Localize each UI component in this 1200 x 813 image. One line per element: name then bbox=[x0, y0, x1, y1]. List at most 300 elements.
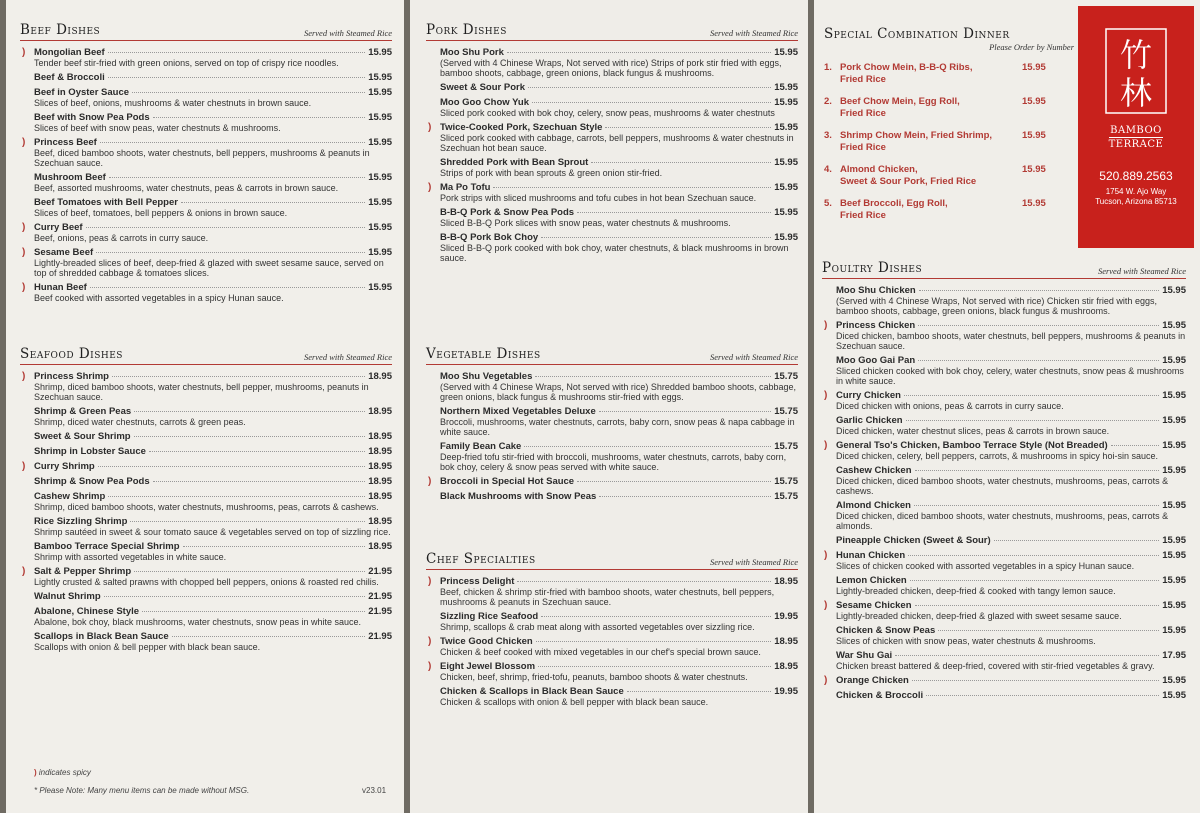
combination-item bbox=[824, 198, 1074, 222]
vegetable-note: Served with Steamed Rice bbox=[709, 352, 798, 362]
menu-item-price: 15.95 bbox=[774, 82, 798, 93]
vegetable-header bbox=[426, 346, 798, 365]
menu-item-description: Tender beef stir-fried with green onions, served on top of crispy rice noodles. bbox=[34, 58, 339, 68]
menu-item-name: Moo Shu Chicken bbox=[836, 285, 916, 296]
combination-line2: Fried Rice bbox=[840, 74, 886, 85]
menu-item-name: Shredded Pork with Bean Sprout bbox=[440, 157, 589, 168]
dotted-leader bbox=[134, 411, 365, 412]
menu-item-price: 15.95 bbox=[368, 47, 392, 58]
dotted-leader bbox=[915, 470, 1160, 471]
dotted-leader bbox=[599, 496, 771, 497]
menu-item-name: Almond Chicken bbox=[836, 500, 911, 511]
menu-item-description: Slices of chicken with snow peas, water chestnuts & mushrooms. bbox=[836, 636, 1096, 646]
dotted-leader bbox=[100, 142, 365, 143]
menu-item-row bbox=[836, 500, 1186, 511]
menu-item bbox=[426, 122, 798, 153]
menu-item-row bbox=[836, 575, 1186, 586]
menu-item-name: B-B-Q Pork & Snow Pea Pods bbox=[440, 207, 575, 218]
dotted-leader bbox=[86, 227, 366, 228]
menu-item-row bbox=[440, 182, 798, 193]
dotted-leader bbox=[524, 446, 771, 447]
dotted-leader bbox=[912, 680, 1159, 681]
dotted-leader bbox=[938, 630, 1159, 631]
combination-subtitle: Please Order by Number bbox=[989, 42, 1074, 52]
dotted-leader bbox=[153, 117, 366, 118]
menu-item bbox=[426, 371, 798, 402]
menu-item-row bbox=[440, 661, 798, 672]
menu-item bbox=[20, 606, 392, 627]
menu-item-row bbox=[440, 636, 798, 647]
menu-item bbox=[20, 282, 392, 303]
menu-item-price: 15.95 bbox=[368, 72, 392, 83]
menu-item bbox=[822, 550, 1186, 571]
menu-item-row bbox=[34, 247, 392, 258]
spicy-icon: ) bbox=[824, 440, 828, 451]
spicy-icon: ) bbox=[22, 137, 26, 148]
menu-item bbox=[426, 47, 798, 78]
pork-items bbox=[426, 47, 798, 263]
msg-note: * Please Note: Many menu items can be made without MSG. bbox=[34, 786, 250, 795]
pork-title: Pork Dishes bbox=[426, 22, 507, 38]
menu-item-row bbox=[440, 476, 798, 487]
dotted-leader bbox=[910, 580, 1159, 581]
menu-item-price: 21.95 bbox=[368, 631, 392, 642]
menu-item bbox=[426, 441, 798, 472]
menu-item-price: 18.95 bbox=[774, 636, 798, 647]
menu-item-description: Shrimp, diced bamboo shoots, water chestnuts, bell pepper, mushrooms, peanuts in Szechuan sauce. bbox=[34, 382, 369, 402]
combination-price: 15.95 bbox=[1022, 164, 1046, 175]
menu-item-name: Northern Mixed Vegetables Deluxe bbox=[440, 406, 596, 417]
menu-item-name: Moo Goo Chow Yuk bbox=[440, 97, 530, 108]
menu-item-description: Broccoli, mushrooms, water chestnuts, carrots, baby corn, snow peas & napa cabbage in white sauce. bbox=[440, 417, 795, 437]
combination-name bbox=[840, 62, 1022, 86]
menu-item bbox=[426, 636, 798, 657]
menu-item-price: 15.95 bbox=[368, 282, 392, 293]
poultry-title: Poultry Dishes bbox=[822, 260, 923, 276]
menu-item-name: Chicken & Snow Peas bbox=[836, 625, 936, 636]
menu-item-row bbox=[34, 47, 392, 58]
menu-item-row bbox=[836, 320, 1186, 331]
menu-item-price: 15.95 bbox=[368, 197, 392, 208]
chef-items bbox=[426, 576, 798, 707]
menu-item-price: 15.95 bbox=[774, 207, 798, 218]
combination-name bbox=[840, 130, 1022, 154]
dotted-leader bbox=[134, 571, 365, 572]
menu-item-row bbox=[836, 390, 1186, 401]
menu-item-name: Sweet & Sour Shrimp bbox=[34, 431, 131, 442]
dotted-leader bbox=[183, 546, 366, 547]
menu-item bbox=[20, 461, 392, 472]
menu-item-row bbox=[34, 406, 392, 417]
dotted-leader bbox=[517, 581, 771, 582]
menu-item-price: 15.95 bbox=[368, 112, 392, 123]
menu-item bbox=[822, 465, 1186, 496]
menu-item bbox=[426, 686, 798, 707]
combination-name bbox=[840, 96, 1022, 120]
menu-item-price: 18.95 bbox=[368, 446, 392, 457]
dotted-leader bbox=[536, 641, 771, 642]
dotted-leader bbox=[134, 436, 366, 437]
menu-item bbox=[426, 406, 798, 437]
menu-item bbox=[20, 247, 392, 278]
menu-item-price: 15.75 bbox=[774, 441, 798, 452]
menu-item-price: 18.95 bbox=[368, 476, 392, 487]
menu-item bbox=[20, 491, 392, 512]
menu-item-name: Family Bean Cake bbox=[440, 441, 522, 452]
seafood-note: Served with Steamed Rice bbox=[303, 352, 392, 362]
menu-item-row bbox=[836, 690, 1186, 701]
dotted-leader bbox=[919, 290, 1160, 291]
menu-item-row bbox=[836, 355, 1186, 366]
menu-item bbox=[20, 631, 392, 652]
menu-item-row bbox=[440, 157, 798, 168]
menu-item-price: 15.95 bbox=[1162, 355, 1186, 366]
combination-number: 5. bbox=[824, 198, 832, 209]
menu-item-row bbox=[34, 222, 392, 233]
menu-item-description: Sliced B-B-Q Pork slices with snow peas, water chestnuts & mushrooms. bbox=[440, 218, 731, 228]
menu-item-row bbox=[34, 446, 392, 457]
menu-item-row bbox=[34, 371, 392, 382]
menu-item bbox=[20, 222, 392, 243]
menu-item bbox=[822, 575, 1186, 596]
menu-item-description: Beef, diced bamboo shoots, water chestnuts, bell peppers, mushrooms & peanuts in Szechuan sauce. bbox=[34, 148, 370, 168]
brand-block bbox=[1078, 6, 1194, 248]
menu-item bbox=[20, 72, 392, 83]
menu-item-description: Sliced pork cooked with cabbage, carrots, bell peppers, mushrooms & water chestnuts in Szechuan hot bean sauce. bbox=[440, 133, 794, 153]
menu-panel-right bbox=[814, 0, 1200, 813]
menu-item-price: 15.95 bbox=[368, 172, 392, 183]
combination-item bbox=[824, 62, 1074, 86]
seafood-header bbox=[20, 346, 392, 365]
menu-item-name: Salt & Pepper Shrimp bbox=[34, 566, 132, 577]
dotted-leader bbox=[994, 540, 1160, 541]
combination-number: 2. bbox=[824, 96, 832, 107]
menu-item-name: Shrimp & Snow Pea Pods bbox=[34, 476, 150, 487]
combination-name bbox=[840, 198, 1022, 222]
combination-item bbox=[824, 164, 1074, 188]
menu-item-description: Shrimp sautéed in sweet & sour tomato sauce & vegetables served on top of sizzling rice. bbox=[34, 527, 391, 537]
menu-item bbox=[426, 207, 798, 228]
menu-item-price: 18.95 bbox=[774, 661, 798, 672]
menu-item-name: Moo Goo Gai Pan bbox=[836, 355, 916, 366]
spicy-icon: ) bbox=[34, 768, 37, 777]
vegetable-section bbox=[426, 346, 798, 506]
dotted-leader bbox=[507, 52, 771, 53]
menu-item-name: Garlic Chicken bbox=[836, 415, 903, 426]
dotted-leader bbox=[904, 395, 1159, 396]
menu-item-row bbox=[440, 97, 798, 108]
menu-item-name: Shrimp in Lobster Sauce bbox=[34, 446, 146, 457]
dotted-leader bbox=[918, 325, 1159, 326]
dotted-leader bbox=[914, 505, 1159, 506]
menu-item-price: 15.95 bbox=[1162, 415, 1186, 426]
menu-item-price: 15.95 bbox=[774, 232, 798, 243]
menu-item bbox=[426, 157, 798, 178]
dotted-leader bbox=[132, 92, 365, 93]
bamboo-logo-icon bbox=[1103, 26, 1169, 116]
menu-item-row bbox=[836, 675, 1186, 686]
brand-name-line1: BAMBOO bbox=[1110, 125, 1162, 136]
menu-item-price: 15.95 bbox=[1162, 320, 1186, 331]
menu-item-name: Pineapple Chicken (Sweet & Sour) bbox=[836, 535, 991, 546]
menu-item-name: Sizzling Rice Seafood bbox=[440, 611, 539, 622]
dotted-leader bbox=[906, 420, 1160, 421]
menu-item bbox=[20, 566, 392, 587]
menu-item-row bbox=[440, 611, 798, 622]
menu-item-description: (Served with 4 Chinese Wraps, Not served with rice) Chicken stir fried with eggs, bamboo shoots, cabbage, green onions, black fungus & mushrooms. bbox=[836, 296, 1157, 316]
menu-item bbox=[426, 576, 798, 607]
menu-item-price: 15.75 bbox=[774, 406, 798, 417]
menu-item-row bbox=[440, 441, 798, 452]
menu-item-price: 15.95 bbox=[774, 47, 798, 58]
menu-item-row bbox=[836, 465, 1186, 476]
menu-item-row bbox=[836, 625, 1186, 636]
menu-item-description: Abalone, bok choy, black mushrooms, water chestnuts, snow peas in white sauce. bbox=[34, 617, 362, 627]
menu-item-name: Beef & Broccoli bbox=[34, 72, 105, 83]
menu-item-price: 15.95 bbox=[1162, 465, 1186, 476]
dotted-leader bbox=[1111, 445, 1160, 446]
dotted-leader bbox=[591, 162, 771, 163]
menu-item-price: 18.95 bbox=[368, 461, 392, 472]
menu-item-price: 19.95 bbox=[774, 611, 798, 622]
spicy-icon: ) bbox=[22, 282, 26, 293]
dotted-leader bbox=[130, 521, 365, 522]
menu-item-row bbox=[440, 47, 798, 58]
combination-number: 1. bbox=[824, 62, 832, 73]
dotted-leader bbox=[577, 212, 771, 213]
menu-item-row bbox=[34, 87, 392, 98]
menu-item-name: Bamboo Terrace Special Shrimp bbox=[34, 541, 180, 552]
menu-item-row bbox=[34, 461, 392, 472]
menu-item-description: (Served with 4 Chinese Wraps, Not served with rice) Strips of pork stir fried with eggs, bamboo shoots, cabbage, green onions, black fungus & mushrooms. bbox=[440, 58, 782, 78]
menu-item-description: (Served with 4 Chinese Wraps, Not served with rice) Shredded bamboo shoots, cabbage, green onions, black fungus & mushrooms stir-fried with eggs. bbox=[440, 382, 797, 402]
dotted-leader bbox=[181, 202, 365, 203]
menu-item-name: Mushroom Beef bbox=[34, 172, 106, 183]
menu-item-row bbox=[836, 535, 1186, 546]
brand-name-line2: TERRACE bbox=[1108, 139, 1164, 150]
menu-item bbox=[426, 491, 798, 502]
menu-item-row bbox=[34, 566, 392, 577]
dotted-leader bbox=[908, 555, 1159, 556]
menu-item-price: 15.75 bbox=[774, 491, 798, 502]
combination-list bbox=[824, 62, 1074, 222]
menu-item-description: Diced chicken, bamboo shoots, water chestnuts, bell peppers, mushrooms & peanuts in Szechuan sauce. bbox=[836, 331, 1186, 351]
menu-item bbox=[822, 675, 1186, 686]
combination-name bbox=[840, 164, 1022, 188]
menu-item-row bbox=[836, 600, 1186, 611]
combination-line1: Shrimp Chow Mein, Fried Shrimp, bbox=[840, 130, 993, 141]
combination-line1: Beef Broccoli, Egg Roll, bbox=[840, 198, 948, 209]
menu-item-name: Princess Delight bbox=[440, 576, 515, 587]
menu-item-price: 15.95 bbox=[774, 122, 798, 133]
menu-item-description: Beef, chicken & shrimp stir-fried with bamboo shoots, water chestnuts, bell peppers, mushrooms & peanuts in Szechuan sauce. bbox=[440, 587, 775, 607]
dotted-leader bbox=[149, 451, 365, 452]
menu-item-name: Sesame Beef bbox=[34, 247, 94, 258]
menu-item bbox=[822, 415, 1186, 436]
pork-header bbox=[426, 22, 798, 41]
dotted-leader bbox=[493, 187, 771, 188]
menu-item-name: Chicken & Broccoli bbox=[836, 690, 924, 701]
menu-item-description: Shrimp, diced water chestnuts, carrots & green peas. bbox=[34, 417, 246, 427]
spicy-icon: ) bbox=[22, 566, 26, 577]
menu-item bbox=[822, 440, 1186, 461]
menu-item-row bbox=[836, 415, 1186, 426]
menu-item-description: Lightly crusted & salted prawns with chopped bell peppers, onions & roasted red chilis. bbox=[34, 577, 379, 587]
dotted-leader bbox=[577, 481, 771, 482]
menu-item bbox=[426, 476, 798, 487]
menu-item-price: 15.95 bbox=[1162, 625, 1186, 636]
menu-item-description: Slices of beef, onions, mushrooms & water chestnuts in brown sauce. bbox=[34, 98, 312, 108]
chef-note: Served with Steamed Rice bbox=[709, 557, 798, 567]
menu-item-description: Lightly-breaded slices of beef, deep-fried & glazed with sweet sesame sauce, served on top of shredded cabbage & tomatoes slices. bbox=[34, 258, 384, 278]
menu-item-description: Lightly-breaded chicken, deep-fried & cooked with tangy lemon sauce. bbox=[836, 586, 1116, 596]
menu-item-description: Slices of beef with snow peas, water chestnuts & mushrooms. bbox=[34, 123, 281, 133]
menu-item-description: Diced chicken with onions, peas & carrots in curry sauce. bbox=[836, 401, 1064, 411]
dotted-leader bbox=[108, 52, 365, 53]
menu-item-description: Scallops with onion & bell pepper with black bean sauce. bbox=[34, 642, 261, 652]
menu-item-price: 15.95 bbox=[1162, 550, 1186, 561]
menu-item-name: Curry Beef bbox=[34, 222, 83, 233]
menu-item bbox=[20, 112, 392, 133]
menu-item-description: Chicken & scallops with onion & bell pepper with black bean sauce. bbox=[440, 697, 709, 707]
menu-item-price: 15.95 bbox=[774, 182, 798, 193]
menu-item-name: Beef with Snow Pea Pods bbox=[34, 112, 150, 123]
brand-phone: 520.889.2563 bbox=[1099, 169, 1173, 183]
spicy-icon: ) bbox=[824, 550, 828, 561]
dotted-leader bbox=[108, 77, 365, 78]
menu-item-name: War Shu Gai bbox=[836, 650, 893, 661]
pork-section bbox=[426, 22, 798, 267]
menu-item-name: Princess Chicken bbox=[836, 320, 916, 331]
menu-item-price: 21.95 bbox=[368, 591, 392, 602]
menu-item-description: Beef cooked with assorted vegetables in a spicy Hunan sauce. bbox=[34, 293, 284, 303]
combination-price: 15.95 bbox=[1022, 62, 1046, 73]
dotted-leader bbox=[96, 252, 365, 253]
menu-item bbox=[20, 371, 392, 402]
menu-item-row bbox=[440, 82, 798, 93]
brand-address-line2: Tucson, Arizona 85713 bbox=[1095, 197, 1177, 206]
menu-item bbox=[20, 197, 392, 218]
menu-item bbox=[822, 535, 1186, 546]
menu-item-price: 21.95 bbox=[368, 566, 392, 577]
chef-title: Chef Specialties bbox=[426, 551, 536, 567]
combination-line1: Beef Chow Mein, Egg Roll, bbox=[840, 96, 960, 107]
spicy-icon: ) bbox=[824, 390, 828, 401]
menu-item-name: Moo Shu Pork bbox=[440, 47, 504, 58]
spicy-icon: ) bbox=[22, 371, 26, 382]
menu-item-row bbox=[440, 207, 798, 218]
menu-item-description: Slices of beef, tomatoes, bell peppers & onions in brown sauce. bbox=[34, 208, 288, 218]
menu-item-price: 18.95 bbox=[368, 371, 392, 382]
combination-number: 3. bbox=[824, 130, 832, 141]
menu-item-price: 18.95 bbox=[368, 541, 392, 552]
menu-item-row bbox=[440, 371, 798, 382]
dotted-leader bbox=[541, 616, 771, 617]
chef-section bbox=[426, 551, 798, 711]
menu-item bbox=[426, 232, 798, 263]
menu-item bbox=[20, 87, 392, 108]
dotted-leader bbox=[532, 102, 771, 103]
menu-item bbox=[822, 690, 1186, 701]
beef-title: Beef Dishes bbox=[20, 22, 101, 38]
menu-item-name: Shrimp & Green Peas bbox=[34, 406, 132, 417]
menu-item-row bbox=[34, 112, 392, 123]
menu-item bbox=[426, 611, 798, 632]
menu-item-name: Curry Chicken bbox=[836, 390, 901, 401]
menu-item-row bbox=[34, 282, 392, 293]
menu-item bbox=[822, 500, 1186, 531]
menu-item-price: 15.95 bbox=[1162, 440, 1186, 451]
dotted-leader bbox=[915, 605, 1160, 606]
dotted-leader bbox=[112, 376, 365, 377]
brand-chinese-top: 竹 bbox=[1119, 36, 1153, 74]
dotted-leader bbox=[535, 376, 771, 377]
combination-item bbox=[824, 130, 1074, 154]
spicy-icon: ) bbox=[22, 461, 26, 472]
menu-item bbox=[20, 137, 392, 168]
spicy-icon: ) bbox=[824, 320, 828, 331]
combination-price: 15.95 bbox=[1022, 96, 1046, 107]
menu-item bbox=[822, 600, 1186, 621]
menu-item-name: Scallops in Black Bean Sauce bbox=[34, 631, 169, 642]
menu-item-name: Abalone, Chinese Style bbox=[34, 606, 140, 617]
dotted-leader bbox=[172, 636, 366, 637]
menu-item-description: Shrimp, diced bamboo shoots, water chestnuts, mushrooms, peas, carrots & cashews. bbox=[34, 502, 379, 512]
menu-item bbox=[20, 446, 392, 457]
menu-item-price: 15.95 bbox=[1162, 285, 1186, 296]
spicy-legend-text: indicates spicy bbox=[38, 768, 91, 777]
menu-item-row bbox=[34, 631, 392, 642]
menu-item-price: 17.95 bbox=[1162, 650, 1186, 661]
seafood-items bbox=[20, 371, 392, 652]
menu-item-price: 18.95 bbox=[368, 431, 392, 442]
menu-item-price: 15.95 bbox=[1162, 690, 1186, 701]
menu-item-name: Twice-Cooked Pork, Szechuan Style bbox=[440, 122, 603, 133]
menu-item-price: 18.95 bbox=[368, 491, 392, 502]
combination-line2: Fried Rice bbox=[840, 142, 886, 153]
spicy-icon: ) bbox=[428, 476, 432, 487]
poultry-section bbox=[822, 260, 1186, 705]
dotted-leader bbox=[541, 237, 771, 238]
menu-item-row bbox=[440, 686, 798, 697]
menu-item bbox=[20, 406, 392, 427]
menu-item-row bbox=[440, 232, 798, 243]
dotted-leader bbox=[918, 360, 1159, 361]
menu-item-description: Slices of chicken cooked with assorted vegetables in a spicy Hunan sauce. bbox=[836, 561, 1135, 571]
menu-item-description: Beef, onions, peas & carrots in curry sauce. bbox=[34, 233, 209, 243]
menu-item-description: Shrimp with assorted vegetables in white sauce. bbox=[34, 552, 227, 562]
menu-item bbox=[20, 47, 392, 68]
menu-item-description: Chicken & beef cooked with mixed vegetables in our chef's special brown sauce. bbox=[440, 647, 761, 657]
menu-item-name: Twice Good Chicken bbox=[440, 636, 533, 647]
menu-item-price: 15.95 bbox=[368, 87, 392, 98]
menu-item-price: 18.95 bbox=[368, 406, 392, 417]
menu-item-price: 15.95 bbox=[368, 222, 392, 233]
menu-item bbox=[20, 591, 392, 602]
spicy-icon: ) bbox=[22, 222, 26, 233]
dotted-leader bbox=[538, 666, 771, 667]
menu-item-name: Orange Chicken bbox=[836, 675, 909, 686]
menu-item-row bbox=[440, 576, 798, 587]
menu-item bbox=[20, 516, 392, 537]
menu-item-row bbox=[440, 406, 798, 417]
menu-item-description: Diced chicken, diced bamboo shoots, water chestnuts, mushrooms, peas, carrots & almonds. bbox=[836, 511, 1169, 531]
menu-item-name: Cashew Shrimp bbox=[34, 491, 106, 502]
poultry-header bbox=[822, 260, 1186, 279]
menu-item bbox=[822, 625, 1186, 646]
brand-address-line1: 1754 W. Ajo Way bbox=[1105, 187, 1167, 196]
menu-item-row bbox=[34, 431, 392, 442]
